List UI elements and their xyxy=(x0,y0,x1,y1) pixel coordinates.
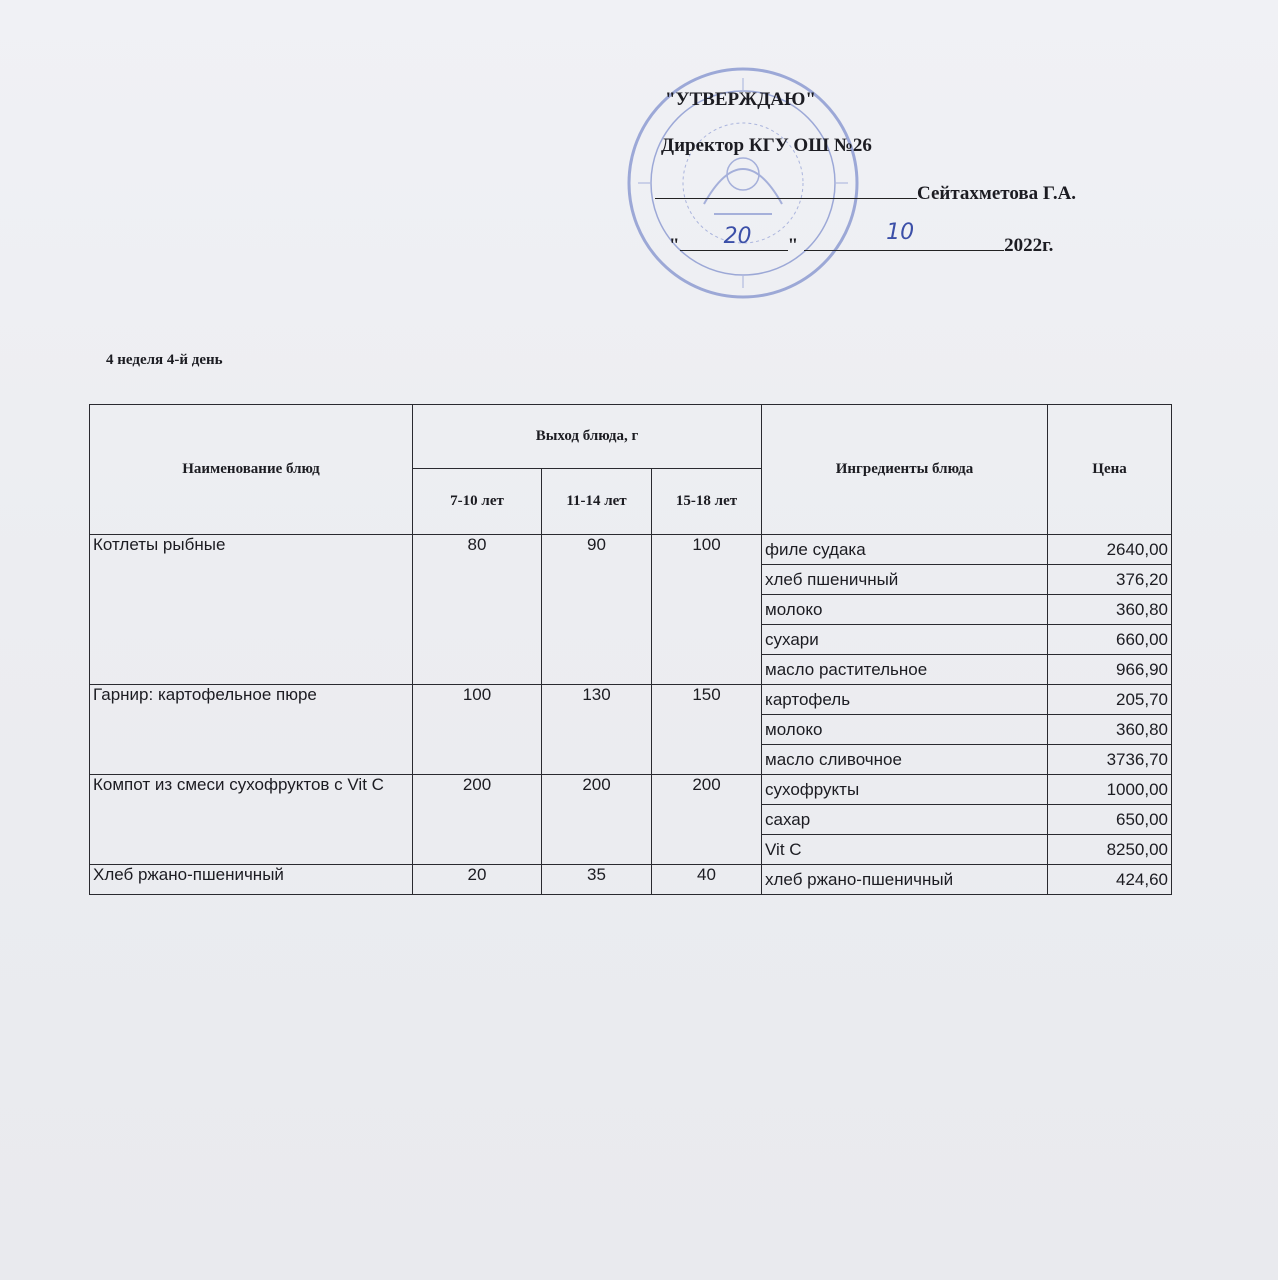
dish-name: Гарнир: картофельное пюре xyxy=(90,685,413,775)
table-row xyxy=(90,535,1172,565)
approval-date xyxy=(669,220,1054,256)
header-ingredients: Ингредиенты блюда xyxy=(762,405,1048,535)
ingredient-price: 660,00 xyxy=(1048,625,1172,655)
date-day-blank xyxy=(680,224,788,251)
menu-table xyxy=(89,404,1172,895)
ingredient-name: масло растительное xyxy=(762,655,1048,685)
yield-11-14: 90 xyxy=(542,535,652,685)
header-dish-name: Наименование блюд xyxy=(90,405,413,535)
yield-7-10: 100 xyxy=(413,685,542,775)
dish-name: Котлеты рыбные xyxy=(90,535,413,685)
dish-name: Компот из смеси сухофруктов с Vit C xyxy=(90,775,413,865)
ingredient-price: 360,80 xyxy=(1048,715,1172,745)
yield-15-18: 200 xyxy=(652,775,762,865)
ingredient-name: Vit C xyxy=(762,835,1048,865)
table-row xyxy=(90,685,1172,715)
header-age-15-18: 15-18 лет xyxy=(652,469,762,535)
approval-signatory: Сейтахметова Г.А. xyxy=(917,183,1077,204)
ingredient-price: 424,60 xyxy=(1048,865,1172,895)
yield-7-10: 80 xyxy=(413,535,542,685)
table-row xyxy=(90,865,1172,895)
ingredient-name: сахар xyxy=(762,805,1048,835)
ingredient-price: 966,90 xyxy=(1048,655,1172,685)
ingredient-price: 1000,00 xyxy=(1048,775,1172,805)
yield-11-14: 130 xyxy=(542,685,652,775)
header-age-11-14: 11-14 лет xyxy=(542,469,652,535)
approval-signature-line xyxy=(655,184,1076,203)
date-year: 2022г. xyxy=(1004,235,1054,256)
header-price: Цена xyxy=(1048,405,1172,535)
date-day: 20 xyxy=(723,224,752,249)
ingredient-price: 3736,70 xyxy=(1048,745,1172,775)
ingredient-price: 8250,00 xyxy=(1048,835,1172,865)
yield-15-18: 150 xyxy=(652,685,762,775)
yield-15-18: 100 xyxy=(652,535,762,685)
signature-blank xyxy=(655,184,917,199)
ingredient-price: 2640,00 xyxy=(1048,535,1172,565)
approval-title: "УТВЕРЖДАЮ" xyxy=(665,89,816,110)
header-yield: Выход блюда, г xyxy=(413,405,762,469)
ingredient-price: 650,00 xyxy=(1048,805,1172,835)
ingredient-name: хлеб ржано-пшеничный xyxy=(762,865,1048,895)
ingredient-name: молоко xyxy=(762,715,1048,745)
ingredient-price: 205,70 xyxy=(1048,685,1172,715)
date-month-blank xyxy=(804,220,1004,251)
date-quote-open: " xyxy=(669,235,680,256)
ingredient-name: филе судака xyxy=(762,535,1048,565)
approval-position: Директор КГУ ОШ №26 xyxy=(661,135,872,156)
yield-7-10: 200 xyxy=(413,775,542,865)
ingredient-price: 360,80 xyxy=(1048,595,1172,625)
week-day-title: 4 неделя 4-й день xyxy=(106,352,223,368)
ingredient-name: молоко xyxy=(762,595,1048,625)
date-quote-close: " xyxy=(787,235,799,256)
table-row xyxy=(90,775,1172,805)
yield-15-18: 40 xyxy=(652,865,762,895)
table-header-row xyxy=(90,405,1172,469)
yield-7-10: 20 xyxy=(413,865,542,895)
ingredient-name: масло сливочное xyxy=(762,745,1048,775)
dish-name: Хлеб ржано-пшеничный xyxy=(90,865,413,895)
ingredient-name: сухофрукты xyxy=(762,775,1048,805)
ingredient-name: картофель xyxy=(762,685,1048,715)
ingredient-name: хлеб пшеничный xyxy=(762,565,1048,595)
yield-11-14: 200 xyxy=(542,775,652,865)
yield-11-14: 35 xyxy=(542,865,652,895)
date-month: 10 xyxy=(886,220,915,245)
header-age-7-10: 7-10 лет xyxy=(413,469,542,535)
ingredient-price: 376,20 xyxy=(1048,565,1172,595)
ingredient-name: сухари xyxy=(762,625,1048,655)
